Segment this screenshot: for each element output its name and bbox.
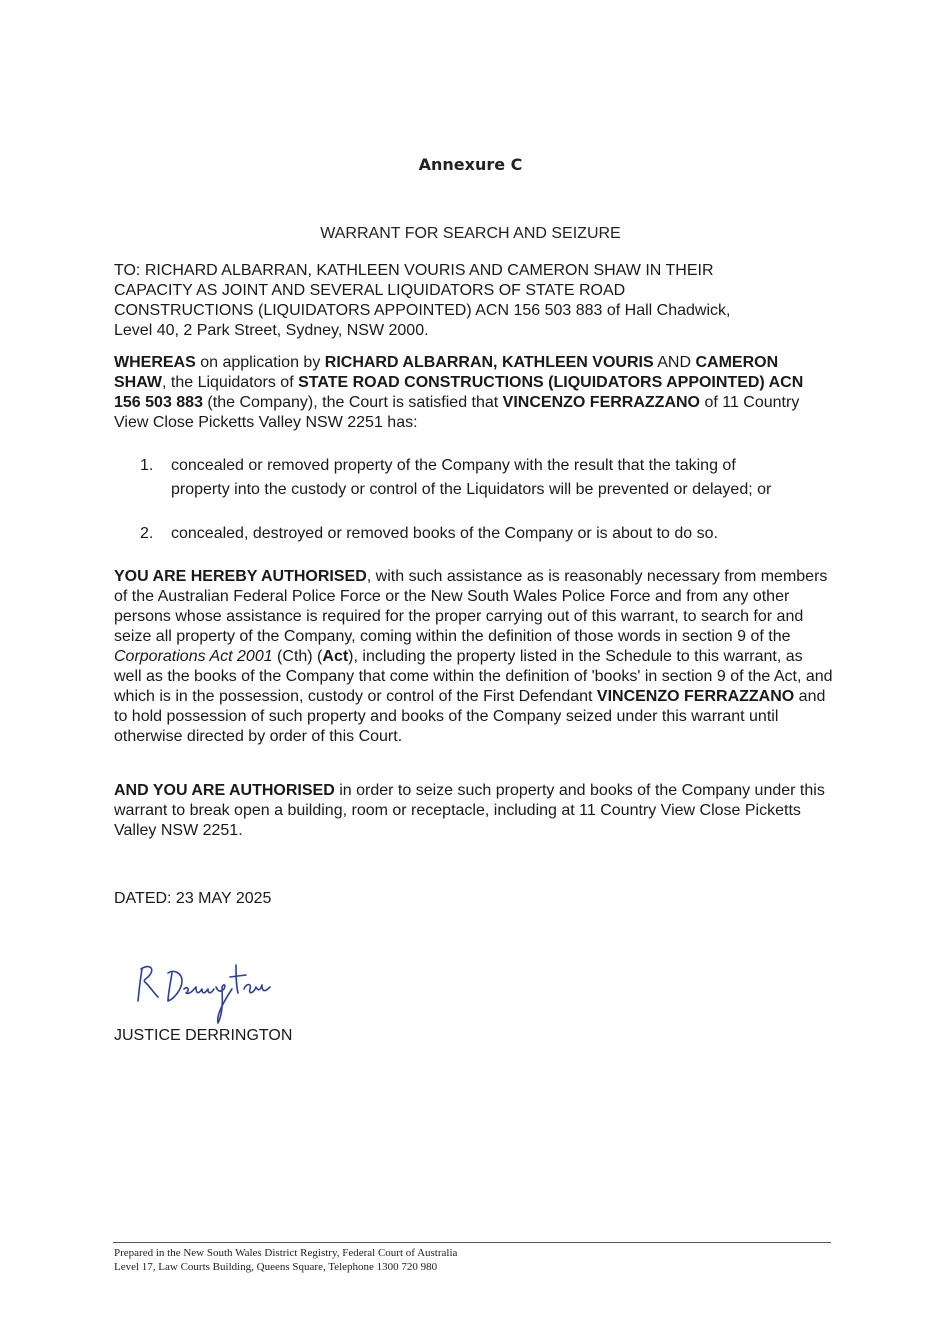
- footer: [114, 1246, 814, 1274]
- whereas-text: , the Liquidators of: [162, 374, 299, 391]
- addressee-line: CONSTRUCTIONS (LIQUIDATORS APPOINTED) ACN 156 503 883 of Hall Chadwick,: [114, 302, 731, 319]
- act-abbrev: Act: [322, 648, 349, 665]
- addressee-line: CAPACITY AS JOINT AND SEVERAL LIQUIDATORS OF STATE ROAD: [114, 282, 626, 299]
- company-name: STATE ROAD CONSTRUCTIONS (LIQUIDATORS APPOINTED) ACN 156 503 883: [114, 374, 804, 411]
- list-item-line: concealed, destroyed or removed books of the Company or is about to do so.: [171, 525, 718, 542]
- list-item-line: concealed or removed property of the Company with the result that the taking of: [171, 457, 736, 474]
- addressee-line: Level 40, 2 Park Street, Sydney, NSW 2000.: [114, 322, 429, 339]
- break-open-text: in order to seize such property and books of the Company under this warrant to break open a building, room or receptacle, including at 11 Country View Close Picketts Valley NSW 2251.: [114, 782, 825, 839]
- list-item-number: 2.: [140, 525, 154, 542]
- defendant-name: VINCENZO FERRAZZANO: [502, 394, 700, 411]
- defendant-name: VINCENZO FERRAZZANO: [596, 688, 795, 705]
- addressee-paragraph: [114, 261, 834, 341]
- list-item-text: [171, 522, 841, 546]
- authorisation-text: , with such assistance as is reasonably necessary from members of the Australian Federal Police Force or the New South Wales Police Force and from any other persons whose assistance is required for the proper carrying out of this warrant, to search for and seize all property of the Company, coming within the definition of those words in section 9 of the: [114, 568, 828, 645]
- liquidator-names: RICHARD ALBARRAN, KATHLEEN VOURIS: [324, 354, 654, 371]
- authorisation-text: ), including the property listed in the Schedule to this warrant, as well as the books of the Company that come within the definition of 'books' in section 9 of the Act, and which is in the possession, custody or control of the First Defendant: [114, 648, 833, 705]
- signature-image: [132, 955, 292, 1027]
- whereas-paragraph: [114, 353, 834, 433]
- whereas-text: AND: [653, 354, 696, 371]
- list-item-line: property into the custody or control of the Liquidators will be prevented or delayed; or: [171, 481, 772, 498]
- warrant-title: WARRANT FOR SEARCH AND SEIZURE: [320, 225, 621, 242]
- whereas-text: of 11 Country View Close Picketts Valley NSW 2251 has:: [114, 394, 800, 431]
- break-open-paragraph: [114, 781, 834, 841]
- annexure-heading: Annexure C: [418, 155, 523, 174]
- footer-line: Prepared in the New South Wales District Registry, Federal Court of Australia: [114, 1247, 458, 1259]
- footer-divider: [113, 1242, 831, 1243]
- whereas-text: (the Company), the Court is satisfied that: [202, 394, 503, 411]
- list-item-text: [171, 454, 841, 502]
- whereas-keyword: WHEREAS: [114, 354, 196, 371]
- act-title: Corporations Act 2001: [114, 648, 273, 665]
- authorisation-text: (Cth) (: [272, 648, 323, 665]
- authorised-keyword: AND YOU ARE AUTHORISED: [114, 782, 335, 799]
- list-item-number: 1.: [140, 457, 154, 474]
- authorised-keyword: YOU ARE HEREBY AUTHORISED: [114, 568, 367, 585]
- whereas-text: on application by: [195, 354, 325, 371]
- dated-line: DATED: 23 MAY 2025: [114, 890, 272, 907]
- liquidator-name: CAMERON SHAW: [114, 354, 779, 391]
- authorisation-paragraph: [114, 567, 834, 747]
- authorisation-text: and to hold possession of such property and books of the Company seized under this warrant until otherwise directed by order of this Court.: [114, 688, 826, 745]
- judge-name: JUSTICE DERRINGTON: [114, 1027, 293, 1044]
- footer-line: Level 17, Law Courts Building, Queens Square, Telephone 1300 720 980: [114, 1261, 438, 1273]
- addressee-line: TO: RICHARD ALBARRAN, KATHLEEN VOURIS AND CAMERON SHAW IN THEIR: [114, 262, 714, 279]
